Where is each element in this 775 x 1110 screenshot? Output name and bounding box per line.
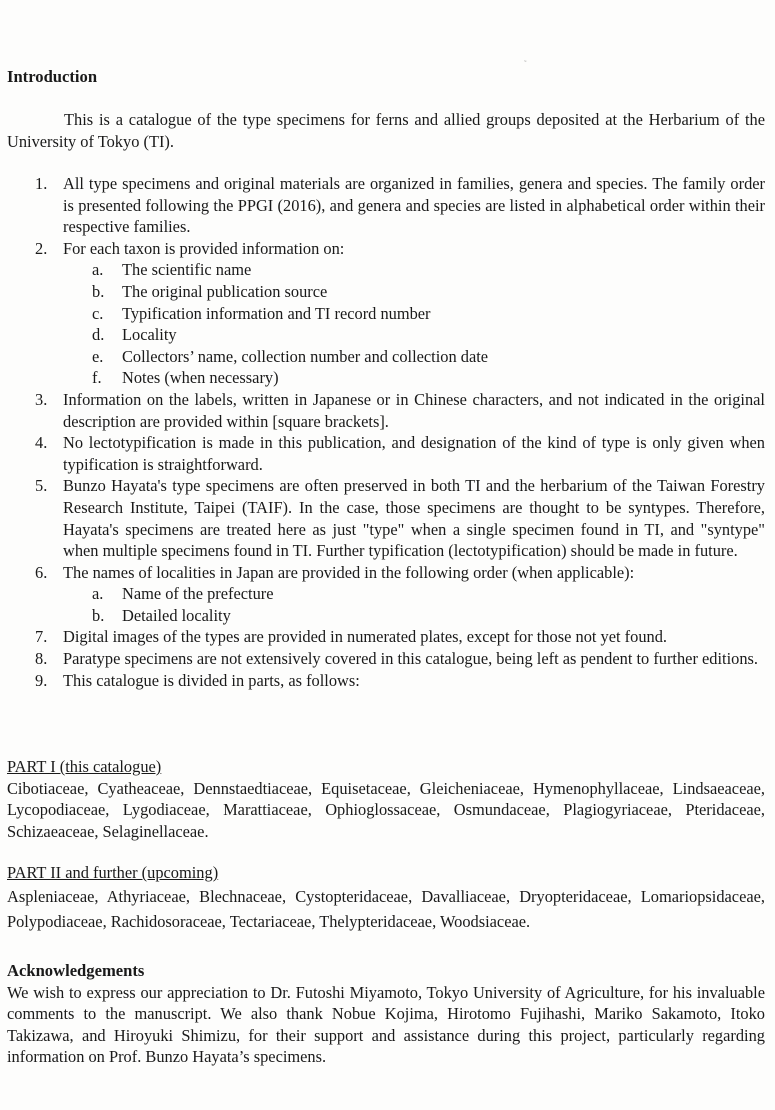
sub-item-text: Typification information and TI record number: [122, 303, 431, 323]
item-number: 2.: [35, 238, 48, 258]
part-one-section: [7, 756, 765, 842]
acknowledgements-section: [7, 960, 765, 1068]
list-item: [7, 173, 765, 238]
item-number: 6.: [35, 562, 48, 582]
list-item: [7, 389, 765, 432]
sub-list-item: [63, 583, 765, 605]
sub-item-text: Collectors’ name, collection number and collection date: [122, 346, 489, 366]
sub-list-item: [63, 281, 765, 303]
sub-list: [63, 583, 765, 626]
sub-item-text: The scientific name: [122, 260, 252, 280]
sub-item-letter: e.: [92, 346, 104, 366]
sub-item-letter: f.: [92, 368, 102, 388]
list-item: [7, 238, 765, 389]
list-item: [7, 432, 765, 475]
sub-item-letter: a.: [92, 584, 104, 604]
numbered-list: [7, 173, 765, 691]
sub-list-item: [63, 367, 765, 389]
sub-list-item: [63, 605, 765, 627]
sub-item-letter: c.: [92, 303, 104, 323]
list-item: [7, 648, 765, 670]
sub-item-text: Name of the prefecture: [122, 584, 274, 604]
item-number: 8.: [35, 649, 48, 669]
sub-item-text: Notes (when necessary): [122, 368, 279, 388]
sub-list: [63, 259, 765, 389]
item-number: 3.: [35, 389, 48, 409]
item-text: The names of localities in Japan are provided in the following order (when applicable):: [63, 562, 635, 582]
list-item: [7, 475, 765, 561]
sub-item-letter: b.: [92, 281, 105, 301]
item-number: 5.: [35, 476, 48, 496]
item-number: 4.: [35, 433, 48, 453]
sub-list-item: [63, 324, 765, 346]
sub-list-item: [63, 259, 765, 281]
part-one-title: PART I (this catalogue): [7, 757, 162, 776]
item-text: Digital images of the types are provided in numerated plates, except for those not yet found.: [63, 627, 667, 647]
sub-item-text: Detailed locality: [122, 605, 231, 625]
sub-item-text: The original publication source: [122, 281, 328, 301]
sub-item-letter: a.: [92, 260, 104, 280]
item-number: 7.: [35, 627, 48, 647]
list-item: [7, 626, 765, 648]
list-item: [7, 562, 765, 627]
part-two-families: Aspleniaceae, Athyriaceae, Blechnaceae, Cystopteridaceae, Davalliaceae, Dryopteridaceae, Lomariopsidaceae, Polypodiaceae, Rachidosoraceae, Tectariaceae, Thelypteridaceae, Woodsiaceae.: [7, 886, 765, 931]
item-text: Information on the labels, written in Japanese or in Chinese characters, and not indicated in the original description are provided within [square brackets].: [63, 389, 765, 431]
sub-item-letter: b.: [92, 605, 105, 625]
item-number: 9.: [35, 670, 48, 690]
scan-mark: ˜: [524, 59, 527, 68]
sub-list-item: [63, 346, 765, 368]
introduction-paragraph: This is a catalogue of the type specimens for ferns and allied groups deposited at the Herbarium of the University of Tokyo (TI).: [7, 110, 765, 151]
item-text: Bunzo Hayata's type specimens are often preserved in both TI and the herbarium of the Taiwan Forestry Research Institute, Taipei (TAIF). In the case, those specimens are thought to be syntypes. Therefore, Hayata's specimens are treated here as just "type" when a single specimen found in TI, and "syntype" when multiple specimens found in TI. Further typification (lectotypification) should be made in future.: [63, 476, 765, 561]
item-text: This catalogue is divided in parts, as follows:: [63, 670, 360, 690]
part-one-families: Cibotiaceae, Cyatheaceae, Dennstaedtiaceae, Equisetaceae, Gleicheniaceae, Hymenophyllaceae, Lindsaeaceae, Lycopodiaceae, Lygodiaceae, Marattiaceae, Ophioglossaceae, Osmundaceae, Plagiogyriaceae, Pteridaceae, Schizaeaceae, Selaginellaceae.: [7, 778, 765, 841]
acknowledgements-heading: Acknowledgements: [7, 961, 145, 980]
item-text: No lectotypification is made in this publication, and designation of the kind of type is only given when typification is straightforward.: [63, 433, 765, 474]
part-two-section: [7, 862, 765, 934]
introduction-heading: Introduction: [7, 67, 98, 86]
item-text: Paratype specimens are not extensively covered in this catalogue, being left as pendent to further editions.: [63, 649, 759, 669]
item-number: 1.: [35, 174, 48, 193]
sub-list-item: [63, 303, 765, 325]
sub-item-letter: d.: [92, 325, 105, 345]
part-two-title: PART II and further (upcoming): [7, 863, 219, 882]
item-text: All type specimens and original materials are organized in families, genera and species. The family order is presented following the PPGI (2016), and genera and species are listed in alphabetical order within their respective families.: [63, 174, 765, 237]
sub-item-text: Locality: [122, 325, 177, 345]
acknowledgements-text: We wish to express our appreciation to Dr. Futoshi Miyamoto, Tokyo University of Agriculture, for his invaluable comments to the manuscript. We also thank Nobue Kojima, Hirotomo Fujihashi, Mariko Sakamoto, Itoko Takizawa, and Hiroyuki Shimizu, for their support and assistance during this project, particularly regarding information on Prof. Bunzo Hayata’s specimens.: [7, 982, 765, 1067]
list-item: [7, 670, 765, 692]
item-text: For each taxon is provided information on:: [63, 238, 345, 258]
